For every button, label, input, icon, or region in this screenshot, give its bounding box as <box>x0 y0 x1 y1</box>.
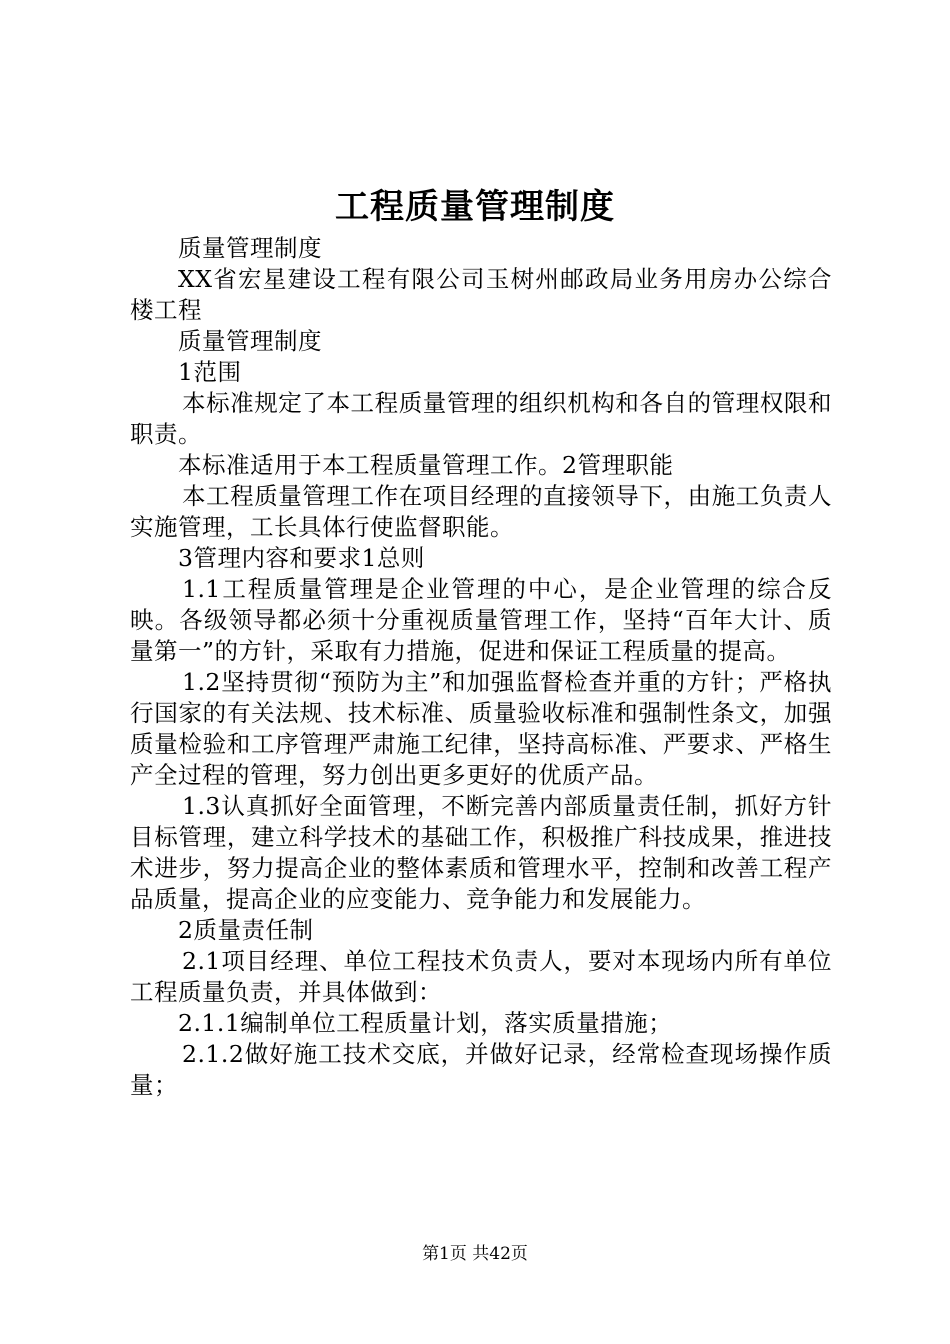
paragraph: 本标准适用于本工程质量管理工作。2管理职能 <box>178 451 674 479</box>
paragraph: 质量管理制度 <box>178 327 322 355</box>
paragraph: 本工程质量管理工作在项目经理的直接领导下，由施工负责人实施管理，工长具体行使监督职能。 <box>130 482 832 541</box>
paragraph: 2.1.1编制单位工程质量计划，落实质量措施； <box>178 1009 673 1037</box>
paragraph: 本标准规定了本工程质量管理的组织机构和各自的管理权限和职责。 <box>130 389 832 448</box>
page-footer: 第1页 共42页 <box>422 1244 528 1264</box>
paragraph: 1.1工程质量管理是企业管理的中心，是企业管理的综合反映。各级领导都必须十分重视质量管理工作，坚持“百年大计、质量第一”的方针，采取有力措施，促进和保证工程质量的提高。 <box>130 575 832 665</box>
document-title: 工程质量管理制度 <box>335 187 615 227</box>
paragraph: 1.2坚持贯彻“预防为主”和加强监督检查并重的方针；严格执行国家的有关法规、技术标准、质量验收标准和强制性条文，加强质量检验和工序管理严肃施工纪律，坚持高标准、严要求、严格生产全过程的管理，努力创出更多更好的优质产品。 <box>130 668 832 789</box>
paragraph: 1.3认真抓好全面管理，不断完善内部质量责任制，抓好方针目标管理，建立科学技术的基础工作，积极推广科技成果，推进技术进步，努力提高企业的整体素质和管理水平，控制和改善工程产品质量，提高企业的应变能力、竞争能力和发展能力。 <box>130 792 832 913</box>
paragraph: XX省宏星建设工程有限公司玉树州邮政局业务用房办公综合楼工程 <box>130 265 832 324</box>
paragraph: 3管理内容和要求1总则 <box>178 544 425 572</box>
paragraph: 2.1项目经理、单位工程技术负责人，要对本现场内所有单位工程质量负责，并具体做到： <box>130 947 832 1006</box>
document-body <box>130 233 832 1101</box>
paragraph: 2质量责任制 <box>178 916 314 944</box>
paragraph: 质量管理制度 <box>178 234 322 262</box>
paragraph: 1范围 <box>178 358 242 386</box>
paragraph: 2.1.2做好施工技术交底，并做好记录，经常检查现场操作质量； <box>130 1040 832 1099</box>
